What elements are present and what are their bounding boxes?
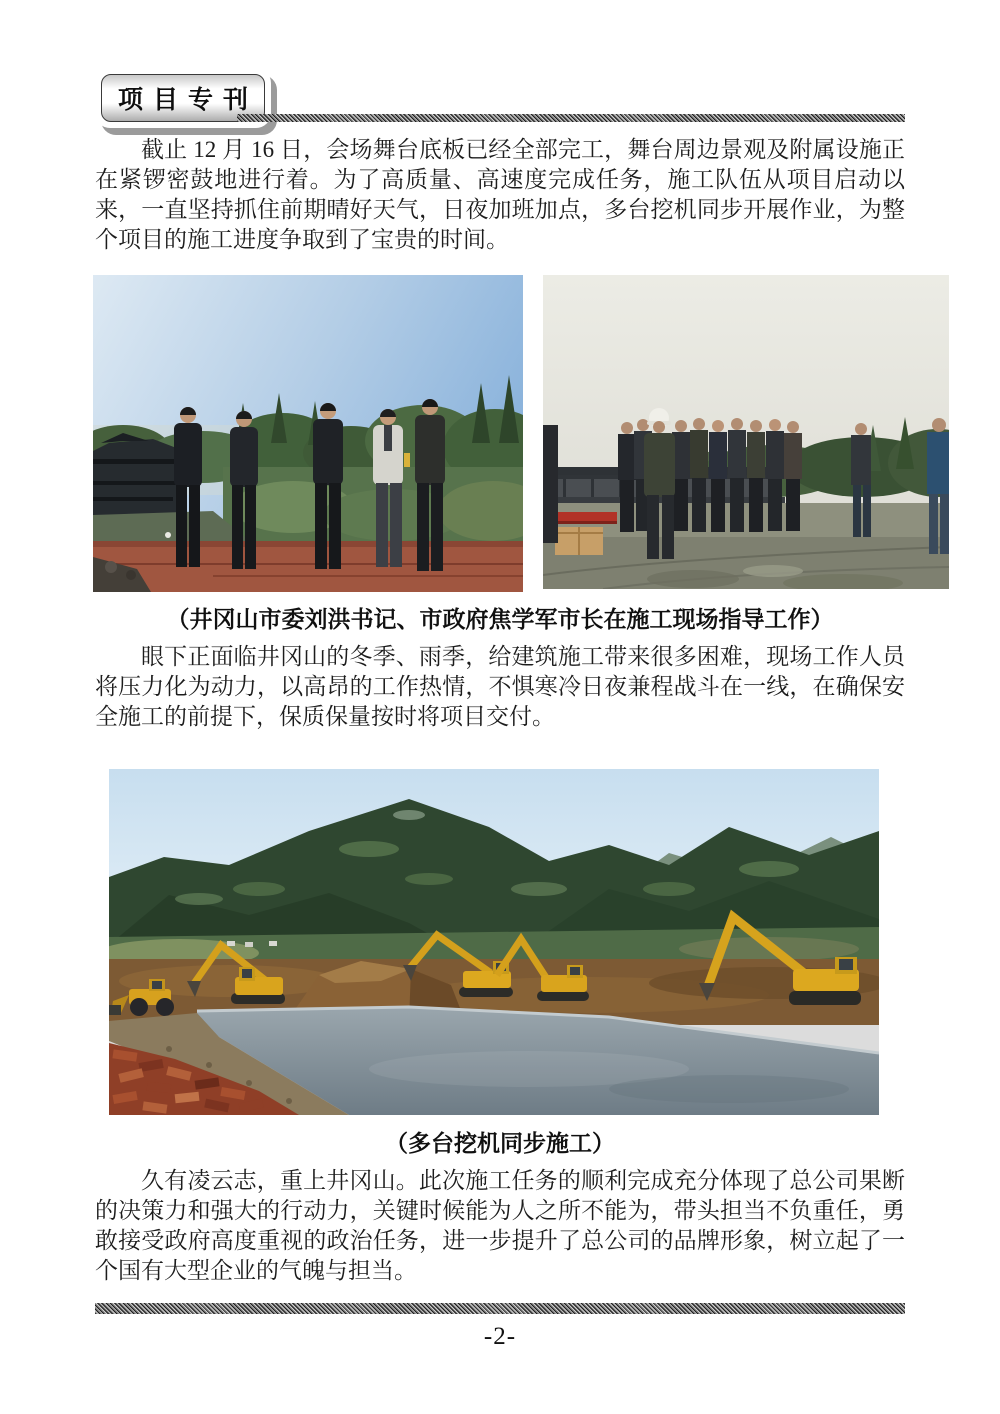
photo-excavators: [109, 769, 879, 1115]
footer-rule: [95, 1303, 905, 1314]
photo-caption-1: （井冈山市委刘洪书记、市政府焦学军市长在施工现场指导工作）: [166, 607, 834, 632]
masthead-title: 项目专刊: [101, 74, 265, 122]
content-column: [95, 68, 905, 1351]
photo-excavators-illustration: [109, 769, 879, 1115]
photo-caption-2: （多台挖机同步施工）: [385, 1131, 615, 1156]
paragraph-2: 眼下正面临井冈山的冬季、雨季，给建筑施工带来很多困难，现场工作人员将压力化为动力，以高昂的工作热情，不惧寒冷日夜兼程战斗在一线，在确保安全施工的前提下，保质保量按时将项目交付。: [95, 644, 905, 729]
paragraph-3: 久有凌云志，重上井冈山。此次施工任务的顺利完成充分体现了总公司果断的决策力和强大的行动力，关键时候能为人之所不能为，带头担当不负重任，勇敢接受政府高度重视的政治任务，进一步提升了总公司的品牌形象，树立起了一个国有大型企业的气魄与担当。: [95, 1168, 905, 1283]
photo-officials-illustration: [93, 275, 523, 592]
photo-officials-on-platform: [93, 275, 523, 592]
photo-row: [93, 275, 949, 592]
photo-group-illustration: [543, 275, 949, 589]
paragraph-1: 截止 12 月 16 日，会场舞台底板已经全部完工，舞台周边景观及附属设施正在紧锣密鼓地进行着。为了高质量、高速度完成任务，施工队伍从项目启动以来，一直坚持抓住前期晴好天气，日夜加班加点，多台挖机同步开展作业，为整个项目的施工进度争取到了宝贵的时间。: [95, 137, 905, 252]
masthead-rule: [237, 114, 905, 122]
photo-group-at-site: [543, 275, 949, 589]
page-number: -2-: [483, 1323, 517, 1350]
masthead: [95, 68, 905, 123]
